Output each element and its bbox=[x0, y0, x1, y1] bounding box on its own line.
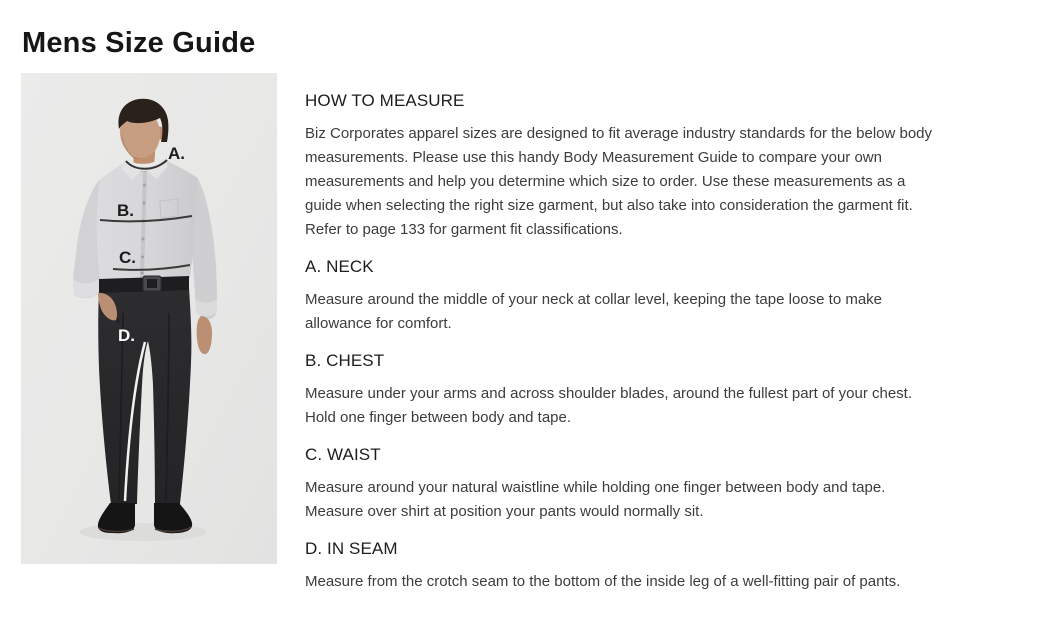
inseam-section-heading: D. IN SEAM bbox=[305, 539, 398, 558]
chest-marker-label: B. bbox=[117, 201, 134, 220]
chest-section-heading: B. CHEST bbox=[305, 351, 385, 370]
how-to-measure-body: Biz Corporates apparel sizes are designed to fit average industry standards for the below body measurements. Please use this handy Body Measurement Guide to compare your own measurements and help you determine which size to order. Use these measurements as a guide when selecting the right size garment, but also take into consideration the garment fit. Refer to page 133 for garment fit classifications. bbox=[305, 125, 933, 238]
chest-section-body: Measure under your arms and across shoulder blades, around the fullest part of your chest. Hold one finger between body and tape. bbox=[305, 385, 912, 426]
page-title: Mens Size Guide bbox=[22, 27, 256, 60]
waist-marker-label: C. bbox=[119, 248, 136, 267]
measure-instructions bbox=[305, 90, 941, 608]
measurement-guide-photo bbox=[21, 73, 277, 564]
inseam-section-body: Measure from the crotch seam to the bottom of the inside leg of a well-fitting pair of pants. bbox=[305, 573, 901, 590]
how-to-measure-heading: HOW TO MEASURE bbox=[305, 91, 465, 110]
belt-buckle-inner bbox=[147, 279, 157, 288]
waist-section-body: Measure around your natural waistline while holding one finger between body and tape. Measure over shirt at position your pants would normally sit. bbox=[305, 479, 886, 520]
neck-marker-label: A. bbox=[168, 144, 185, 163]
neck-section-heading: A. NECK bbox=[305, 257, 374, 276]
neck-section-body: Measure around the middle of your neck at collar level, keeping the tape loose to make allowance for comfort. bbox=[305, 291, 883, 332]
man-measurement-illustration bbox=[21, 73, 277, 564]
inseam-marker-label: D. bbox=[118, 326, 135, 345]
waist-section-heading: C. WAIST bbox=[305, 445, 381, 464]
